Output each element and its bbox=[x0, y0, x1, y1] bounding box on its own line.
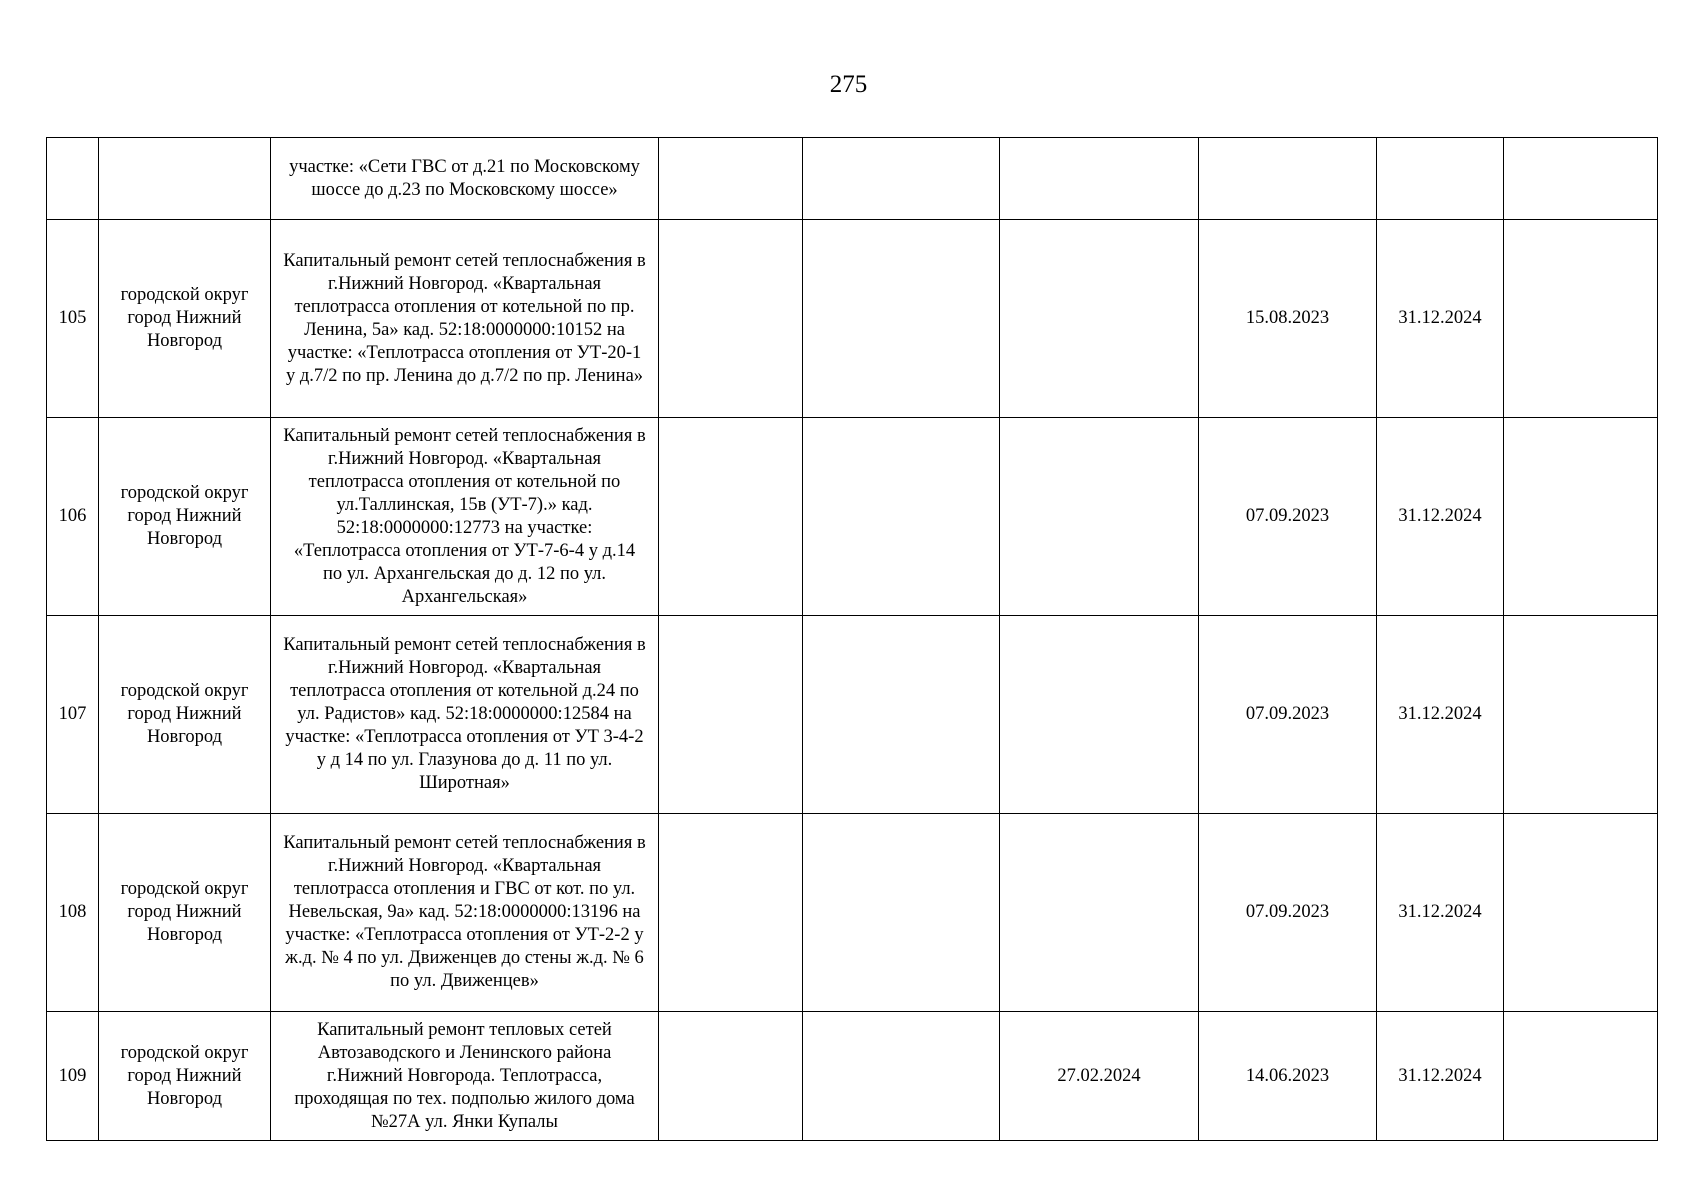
description-cell: Капитальный ремонт сетей теплоснабжения в г.Нижний Новгород. «Квартальная теплотрасса отопления и ГВС от кот. по ул. Невельская, 9а» кад. 52:18:0000000:13196 на участке: «Теплотрасса отопления от УТ-2-2 у ж.д. № 4 по ул. Движенцев до стены ж.д. № 6 по ул. Движенцев» bbox=[271, 814, 659, 1012]
column-6-date-cell bbox=[1000, 814, 1199, 1012]
row-number-cell: 105 bbox=[47, 220, 99, 418]
column-5-cell bbox=[803, 814, 1000, 1012]
column-7-date-cell: 14.06.2023 bbox=[1199, 1012, 1377, 1141]
column-4-cell bbox=[659, 418, 803, 616]
column-8-date-cell: 31.12.2024 bbox=[1377, 220, 1504, 418]
column-6-date-cell bbox=[1000, 138, 1199, 220]
column-7-date-cell: 07.09.2023 bbox=[1199, 616, 1377, 814]
column-6-date-cell bbox=[1000, 220, 1199, 418]
column-8-date-cell bbox=[1377, 138, 1504, 220]
column-8-date-cell: 31.12.2024 bbox=[1377, 616, 1504, 814]
table-row bbox=[47, 220, 1658, 418]
column-5-cell bbox=[803, 616, 1000, 814]
column-7-date-cell bbox=[1199, 138, 1377, 220]
column-4-cell bbox=[659, 138, 803, 220]
column-6-date-cell: 27.02.2024 bbox=[1000, 1012, 1199, 1141]
municipality-cell: городской округ город Нижний Новгород bbox=[99, 220, 271, 418]
municipality-cell: городской округ город Нижний Новгород bbox=[99, 1012, 271, 1141]
column-4-cell bbox=[659, 616, 803, 814]
description-cell: участке: «Сети ГВС от д.21 по Московскому шоссе до д.23 по Московскому шоссе» bbox=[271, 138, 659, 220]
page-number: 275 bbox=[829, 71, 868, 98]
column-9-cell bbox=[1504, 814, 1658, 1012]
column-7-date-cell: 15.08.2023 bbox=[1199, 220, 1377, 418]
column-9-cell bbox=[1504, 1012, 1658, 1141]
column-8-date-cell: 31.12.2024 bbox=[1377, 814, 1504, 1012]
table-row bbox=[47, 418, 1658, 616]
column-4-cell bbox=[659, 220, 803, 418]
column-4-cell bbox=[659, 1012, 803, 1141]
column-9-cell bbox=[1504, 616, 1658, 814]
municipality-cell: городской округ город Нижний Новгород bbox=[99, 616, 271, 814]
column-5-cell bbox=[803, 1012, 1000, 1141]
works-table bbox=[46, 137, 1658, 1141]
table-row bbox=[47, 138, 1658, 220]
column-9-cell bbox=[1504, 138, 1658, 220]
column-7-date-cell: 07.09.2023 bbox=[1199, 418, 1377, 616]
column-4-cell bbox=[659, 814, 803, 1012]
row-number-cell: 107 bbox=[47, 616, 99, 814]
column-8-date-cell: 31.12.2024 bbox=[1377, 418, 1504, 616]
column-8-date-cell: 31.12.2024 bbox=[1377, 1012, 1504, 1141]
table-row bbox=[47, 616, 1658, 814]
row-number-cell: 109 bbox=[47, 1012, 99, 1141]
municipality-cell: городской округ город Нижний Новгород bbox=[99, 418, 271, 616]
row-number-cell: 108 bbox=[47, 814, 99, 1012]
municipality-cell: городской округ город Нижний Новгород bbox=[99, 814, 271, 1012]
column-9-cell bbox=[1504, 220, 1658, 418]
column-5-cell bbox=[803, 220, 1000, 418]
table-row bbox=[47, 1012, 1658, 1141]
description-cell: Капитальный ремонт сетей теплоснабжения в г.Нижний Новгород. «Квартальная теплотрасса отопления от котельной д.24 по ул. Радистов» кад. 52:18:0000000:12584 на участке: «Теплотрасса отопления от УТ 3-4-2 у д 14 по ул. Глазунова до д. 11 по ул. Широтная» bbox=[271, 616, 659, 814]
table-row bbox=[47, 814, 1658, 1012]
description-cell: Капитальный ремонт сетей теплоснабжения в г.Нижний Новгород. «Квартальная теплотрасса отопления от котельной по ул.Таллинская, 15в (УТ-7).» кад. 52:18:0000000:12773 на участке: «Теплотрасса отопления от УТ-7-6-4 у д.14 по ул. Архангельская до д. 12 по ул. Архангельская» bbox=[271, 418, 659, 616]
description-cell: Капитальный ремонт тепловых сетей Автозаводского и Ленинского района г.Нижний Новгорода. Теплотрасса, проходящая по тех. подполью жилого дома №27А ул. Янки Купалы bbox=[271, 1012, 659, 1141]
column-5-cell bbox=[803, 138, 1000, 220]
row-number-cell: 106 bbox=[47, 418, 99, 616]
column-6-date-cell bbox=[1000, 616, 1199, 814]
column-5-cell bbox=[803, 418, 1000, 616]
municipality-cell bbox=[99, 138, 271, 220]
row-number-cell bbox=[47, 138, 99, 220]
description-cell: Капитальный ремонт сетей теплоснабжения в г.Нижний Новгород. «Квартальная теплотрасса отопления от котельной по пр. Ленина, 5а» кад. 52:18:0000000:10152 на участке: «Теплотрасса отопления от УТ-20-1 у д.7/2 по пр. Ленина до д.7/2 по пр. Ленина» bbox=[271, 220, 659, 418]
column-9-cell bbox=[1504, 418, 1658, 616]
column-7-date-cell: 07.09.2023 bbox=[1199, 814, 1377, 1012]
column-6-date-cell bbox=[1000, 418, 1199, 616]
